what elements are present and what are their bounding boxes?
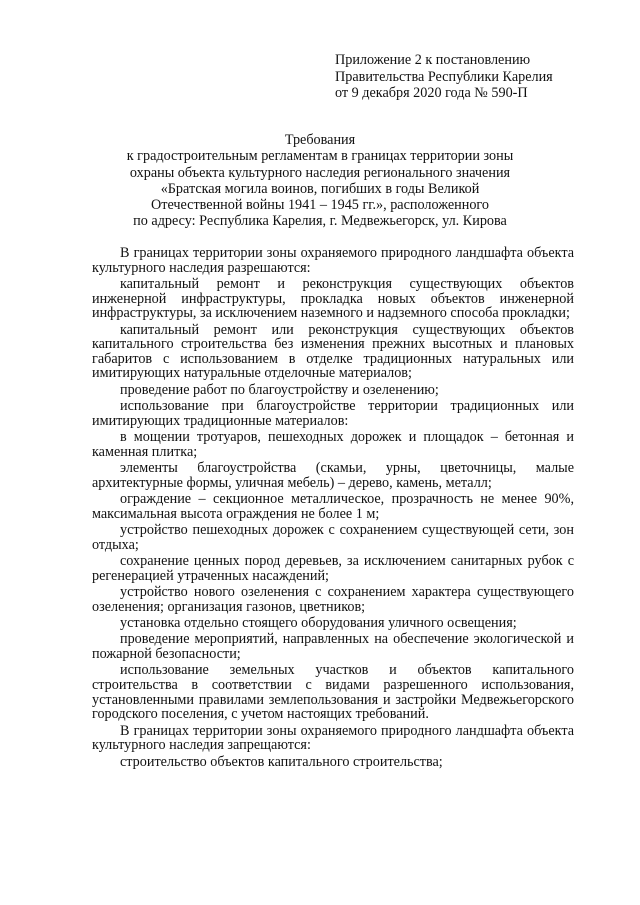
body-paragraph: В границах территории зоны охраняемого природного ландшафта объекта культурного наследия запрещаются:	[92, 722, 574, 754]
body-paragraph: сохранение ценных пород деревьев, за исключением санитарных рубок с регенерацией утраченных насаждений;	[92, 553, 574, 584]
body-paragraph: элементы благоустройства (скамьи, урны, цветочницы, малые архитектурные формы, уличная мебель) – дерево, камень, металл;	[92, 460, 574, 491]
appendix-line: от 9 декабря 2020 года № 590-П	[335, 85, 528, 101]
title-line: охраны объекта культурного наследия регионального значения	[129, 164, 511, 181]
body-paragraph: В границах территории зоны охраняемого природного ландшафта объекта культурного наследия разрешаются:	[92, 245, 574, 276]
document-title	[80, 132, 560, 230]
title-line: «Братская могила воинов, погибших в годы Великой	[160, 180, 480, 197]
body-paragraph: ограждение – секционное металлическое, прозрачность не менее 90%, максимальная высота ограждения не более 1 м;	[92, 491, 574, 522]
body-paragraph: проведение работ по благоустройству и озеленению;	[120, 381, 439, 398]
title-line: Отечественной войны 1941 – 1945 гг.», расположенного	[151, 197, 489, 214]
body-paragraph: капитальный ремонт или реконструкция существующих объектов капитального строительства без изменения прежних высотных и плановых габаритов с использованием в отделке традиционных натуральных или имитирующих натуральные отделочные материалов;	[92, 321, 574, 382]
title-line: к градостроительным регламентам в границах территории зоны	[126, 148, 514, 165]
body-paragraph: установка отдельно стоящего оборудования уличного освещения;	[120, 615, 517, 632]
body-paragraph: капитальный ремонт и реконструкция существующих объектов инженерной инфраструктуры, прокладка новых объектов инженерной инфраструктуры, за исключением наземного и надземного способа прокладки;	[92, 275, 574, 322]
title-line: по адресу: Республика Карелия, г. Медвежьегорск, ул. Кирова	[133, 213, 507, 230]
document-body	[92, 246, 574, 771]
body-paragraph: использование при благоустройстве территории традиционных или имитирующих традиционные материалов:	[92, 398, 574, 429]
body-paragraph: использование земельных участков и объектов капитального строительства в соответствии с видами разрешенного использования, установленными правилами землепользования и застройки Медвежьегорского городского поселения, с учетом настоящих требований.	[92, 662, 574, 723]
body-paragraph: строительство объектов капитального строительства;	[120, 753, 443, 770]
appendix-line: Правительства Республики Карелия	[335, 68, 553, 85]
title-line: Требования	[284, 132, 356, 148]
body-paragraph: устройство нового озеленения с сохранением характера существующего озеленения; организация газонов, цветников;	[92, 584, 574, 615]
body-paragraph: в мощении тротуаров, пешеходных дорожек и площадок – бетонная и каменная плитка;	[92, 429, 574, 460]
body-paragraph: устройство пешеходных дорожек с сохранением существующей сети, зон отдыха;	[92, 522, 574, 553]
appendix-line: Приложение 2 к постановлению	[335, 52, 531, 68]
body-paragraph: проведение мероприятий, направленных на обеспечение экологической и пожарной безопасности;	[92, 631, 574, 662]
appendix-header	[335, 52, 615, 102]
